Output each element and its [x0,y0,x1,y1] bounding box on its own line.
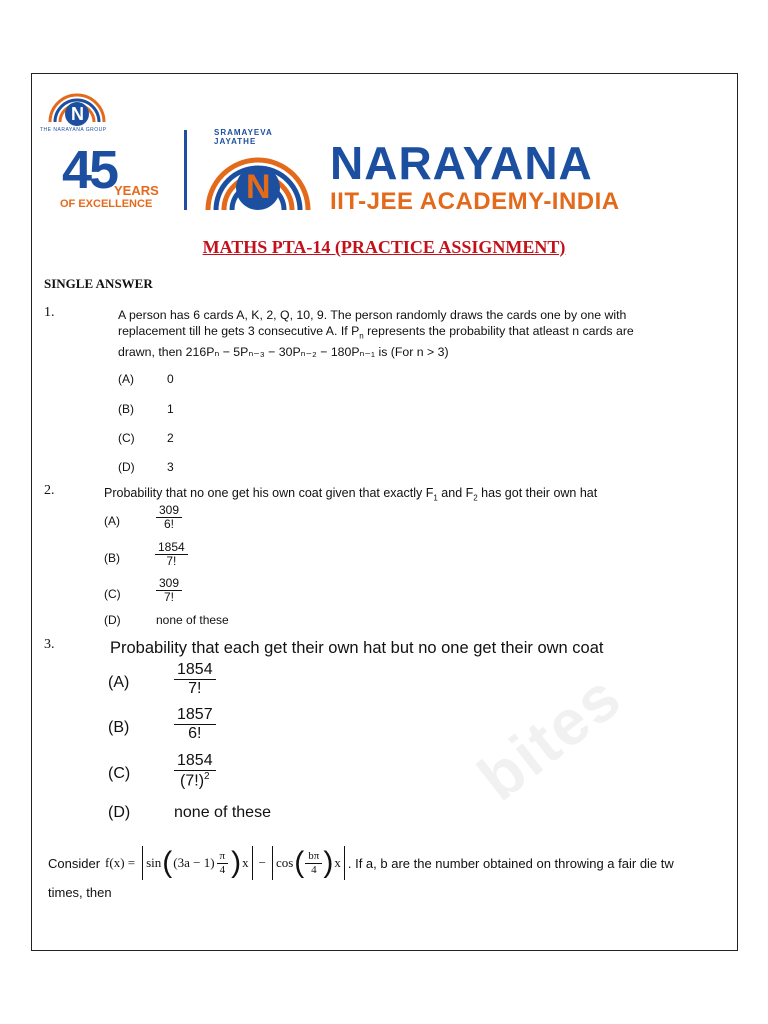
question-4-text: Consider f(x) = sin ( (3a − 1) $\frac{\pi}{4}$ ) x − cos ( $\frac{b\pi}{4}$ ) x . If a, b are the number obtained on throwing a fair die tw [48,846,674,879]
option-fraction: $\frac{1854}{(7!)^2}$ [174,752,216,790]
question-1-line1: A person has 6 cards A, K, 2, Q, 10, 9. The person randomly draws the cards one by one with [118,308,627,322]
option-fraction: $\frac{1857}{6!}$ [174,706,216,742]
option-fraction: $\frac{1854}{7!}$ [155,541,188,568]
years-tagline: OF EXCELLENCE [60,198,153,210]
abs-bar [344,846,345,880]
brand-logo-arc-text: SRAMAYEVA JAYATHE [214,128,273,146]
question-1-text [118,307,708,360]
years-word: YEARS [114,183,159,198]
question-2-text: Probability that no one get his own coat given that exactly $F_1$ and $F_2$ has got their own hat [104,486,598,503]
brand-logo-letter: N [246,168,271,206]
option-value: 0 [167,372,174,386]
abs-bar [252,846,253,880]
option-value: 1 [167,402,174,416]
question-1-line2: replacement till he gets 3 consecutive A. If $P_n$ represents the probability that atleast n cards are [118,324,634,341]
pi-over-four: $\frac{\pi}{4}$ [217,850,229,875]
question-3-text: Probability that each get their own hat but no one get their own coat [110,639,604,657]
option-fraction: $\frac{309}{7!}$ [156,577,182,604]
option-label: (D) [118,460,135,474]
section-heading: SINGLE ANSWER [44,276,153,291]
group-name: THE NARAYANA GROUP [40,127,107,133]
brand-name: NARAYANA [330,137,593,189]
option-label: (B) [104,551,120,565]
question-number: 3. [44,637,55,652]
option-label: (A) [118,372,134,386]
option-label: (C) [108,765,131,782]
anniversary-emblem [60,140,172,215]
assignment-title: MATHS PTA-14 (PRACTICE ASSIGNMENT) [202,237,566,257]
brand-subtitle: IIT-JEE ACADEMY-INDIA [330,188,620,215]
option-value: none of these [156,613,229,627]
option-label: (A) [108,674,130,691]
abs-bar [272,846,273,880]
option-label: (B) [108,719,130,736]
question-4-line2: times, then [48,885,112,900]
question-1-line3: drawn, then 216Pₙ − 5Pₙ₋₃ − 30Pₙ₋₂ − 180Pₙ₋₁ is (For n > 3) [118,345,449,360]
watermark: bites [464,659,635,815]
option-value: none of these [174,804,271,821]
option-label: (D) [104,613,121,627]
option-label: (A) [104,514,120,528]
option-value: 3 [167,460,174,474]
option-label: (B) [118,402,134,416]
option-fraction: $\frac{309}{6!}$ [156,504,182,531]
b-pi-over-four: $\frac{b\pi}{4}$ [305,850,322,875]
question-number: 1. [44,305,55,320]
group-logo-letter: N [71,104,84,124]
years-number: 45 [62,140,117,200]
option-value: 2 [167,431,174,445]
header-divider [184,130,187,210]
option-label: (C) [118,431,135,445]
question-number: 2. [44,483,55,498]
abs-bar [142,846,143,880]
narayana-brand-logo [200,126,316,216]
option-fraction: $\frac{1854}{7!}$ [174,661,216,697]
option-label: (D) [108,804,131,821]
option-label: (C) [104,587,121,601]
